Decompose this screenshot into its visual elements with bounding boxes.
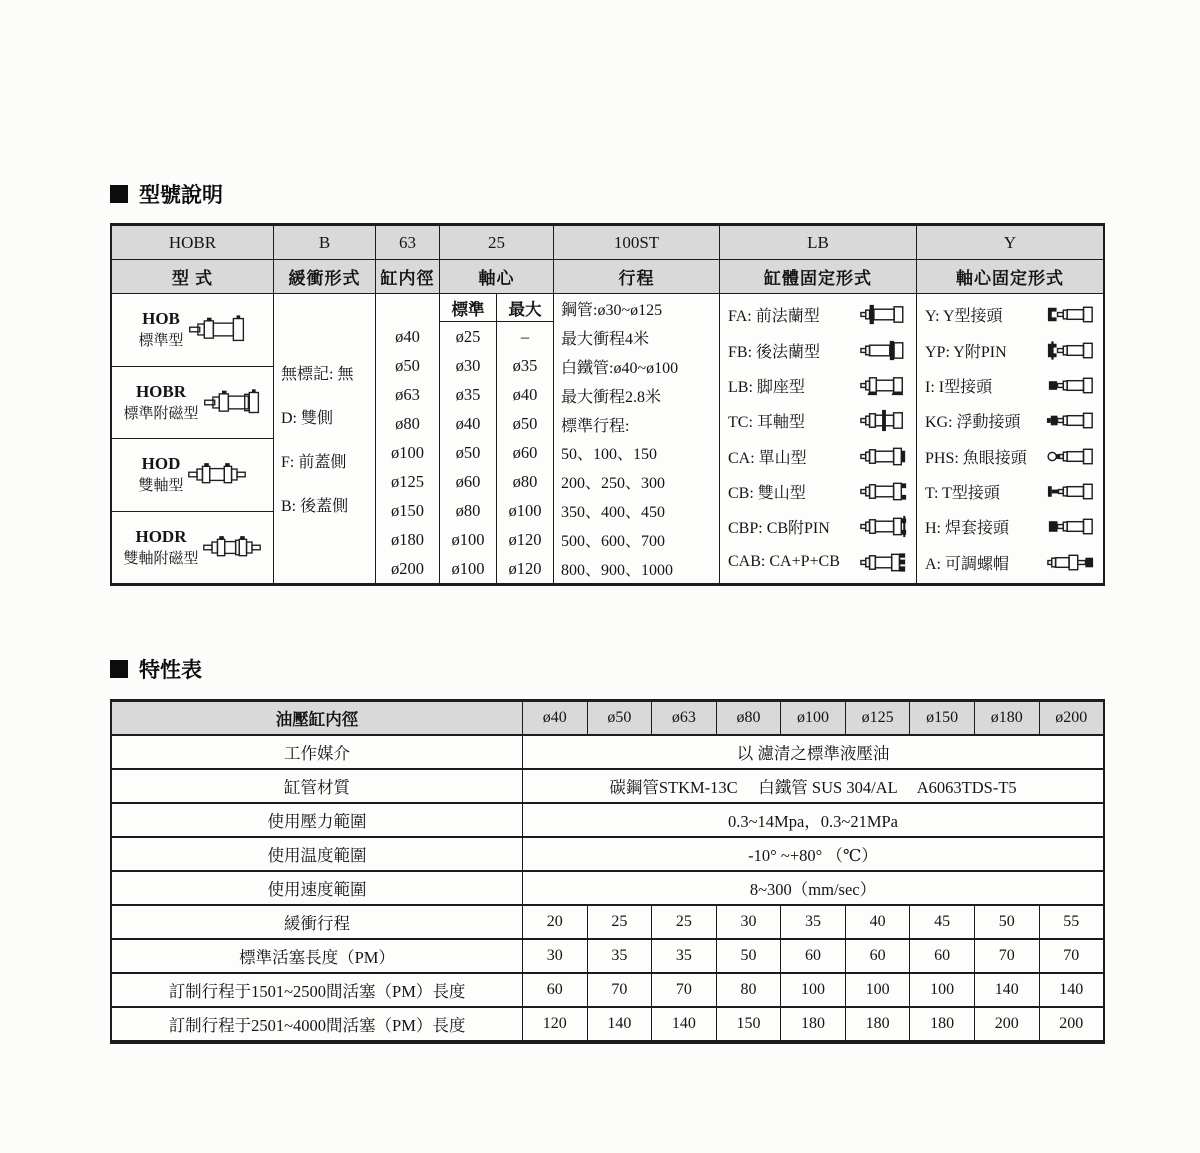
spec-bore-header: ø180 bbox=[975, 702, 1040, 734]
rod-mount-label: PHS: 魚眼接頭 bbox=[925, 449, 1027, 467]
body-mount-label: FB: 後法蘭型 bbox=[728, 343, 821, 361]
spec-row-value: 以 濾清之標準液壓油 bbox=[736, 744, 890, 763]
bore-value: ø40 bbox=[395, 326, 420, 346]
mount-trunnion-icon bbox=[859, 408, 909, 433]
rod-t-knuckle-icon bbox=[1046, 479, 1096, 504]
column-bore-diameters bbox=[376, 294, 440, 583]
type-text bbox=[138, 308, 183, 351]
type-name: 雙軸型 bbox=[138, 478, 184, 495]
body-mount-label: CB: 雙山型 bbox=[728, 485, 806, 503]
code-cell-body-mount: LB bbox=[720, 226, 917, 259]
section-title-model-text: 型號說明 bbox=[139, 184, 223, 207]
code-cell-stroke: 100ST bbox=[554, 226, 720, 259]
spec-value-cell: 20 bbox=[523, 906, 588, 938]
spec-value-cell: 30 bbox=[717, 906, 782, 938]
spec-row-piston-length bbox=[112, 940, 1103, 974]
rod-max-value: ø120 bbox=[508, 529, 542, 549]
type-text bbox=[123, 526, 198, 569]
rod-i-knuckle-icon bbox=[1046, 373, 1096, 398]
body-mount-row bbox=[722, 545, 914, 580]
cushion-option: 無標記: 無 bbox=[281, 366, 354, 383]
rod-mount-row bbox=[919, 332, 1101, 367]
stroke-line: 最大衝程4米 bbox=[561, 331, 650, 349]
rod-fisheye-icon bbox=[1046, 444, 1096, 469]
code-cell-rod-mount: Y bbox=[1003, 232, 1017, 252]
type-code: HOBR bbox=[135, 381, 187, 401]
spec-value-cell: 50 bbox=[717, 940, 782, 972]
spec-value-cell: 60 bbox=[523, 974, 588, 1006]
rod-mount-row bbox=[919, 368, 1101, 403]
section-marker-icon bbox=[110, 660, 128, 678]
type-code: HOB bbox=[142, 309, 180, 329]
spec-row-speed-range bbox=[112, 872, 1103, 906]
label-cell-cushion: 緩衝形式 bbox=[274, 260, 376, 293]
spec-bore-header: ø50 bbox=[588, 702, 653, 734]
rod-mount-row bbox=[919, 474, 1101, 509]
type-text bbox=[123, 381, 198, 424]
rod-max-value: – bbox=[520, 326, 530, 346]
spec-value-cell: 40 bbox=[846, 906, 911, 938]
type-code: HODR bbox=[135, 526, 187, 546]
section-title-model bbox=[110, 181, 1105, 207]
spec-bore-header: ø63 bbox=[652, 702, 717, 734]
body-mount-row bbox=[722, 439, 914, 474]
rod-max-value: ø120 bbox=[508, 558, 542, 578]
model-label-row bbox=[112, 260, 1103, 294]
spec-row-value: 8~300（mm/sec） bbox=[749, 880, 877, 899]
label-cell-type: 型 式 bbox=[112, 260, 274, 293]
type-row-hod bbox=[112, 439, 273, 512]
spec-row-label: 使用速度範圍 bbox=[112, 872, 523, 904]
bore-value: ø100 bbox=[391, 442, 424, 462]
stroke-line: 50、100、150 bbox=[561, 446, 658, 464]
rod-mount-label: KG: 浮動接頭 bbox=[925, 414, 1021, 432]
label-cell-rod-mount: 軸心固定形式 bbox=[956, 269, 1064, 288]
spec-value-cell: 50 bbox=[975, 906, 1040, 938]
rod-max-header: 最大 bbox=[497, 294, 553, 322]
spec-value-cell: 180 bbox=[781, 1008, 846, 1040]
spec-row-label: 訂制行程于1501~2500間活塞（PM）長度 bbox=[112, 974, 523, 1006]
spec-value-cell: 60 bbox=[781, 940, 846, 972]
spec-bore-header: ø100 bbox=[781, 702, 846, 734]
spec-value-cell: 35 bbox=[652, 940, 717, 972]
stroke-line: 白鐵管:ø40~ø100 bbox=[561, 360, 679, 377]
body-mount-label: TC: 耳軸型 bbox=[728, 414, 805, 432]
type-row-hobr bbox=[112, 367, 273, 440]
bore-value: ø200 bbox=[391, 558, 424, 578]
rod-max-value: ø80 bbox=[512, 471, 538, 491]
mount-combined-clevis-icon bbox=[859, 550, 909, 575]
column-cushion-options bbox=[274, 294, 376, 583]
spec-value-cell: 180 bbox=[910, 1008, 975, 1040]
spec-value-cell: 60 bbox=[910, 940, 975, 972]
rod-mount-label: T: T型接頭 bbox=[925, 485, 1000, 503]
code-cell-type: HOBR bbox=[112, 226, 274, 259]
spec-value-cell: 140 bbox=[652, 1008, 717, 1040]
body-mount-label: LB: 脚座型 bbox=[728, 378, 805, 396]
mount-clevis-pin-icon bbox=[859, 514, 909, 539]
spec-value-cell: 70 bbox=[975, 940, 1040, 972]
label-cell-rod: 軸心 bbox=[440, 260, 554, 293]
spec-value-cell: 200 bbox=[1059, 1015, 1084, 1032]
bore-value: ø150 bbox=[391, 500, 424, 520]
spec-value-cell: 140 bbox=[1059, 981, 1084, 998]
spec-row-tube-material bbox=[112, 770, 1103, 804]
body-mount-row bbox=[722, 332, 914, 367]
body-mount-row bbox=[722, 509, 914, 544]
spec-value-cell: 70 bbox=[652, 974, 717, 1006]
spec-value-cell: 60 bbox=[846, 940, 911, 972]
type-name: 標準型 bbox=[138, 333, 184, 350]
rod-mount-row bbox=[919, 403, 1101, 438]
stroke-line: 800、900、1000 bbox=[561, 561, 674, 579]
spec-value-cell: 45 bbox=[910, 906, 975, 938]
spec-value-cell: 55 bbox=[1063, 913, 1080, 930]
spec-row-label: 訂制行程于2501~4000間活塞（PM）長度 bbox=[112, 1008, 523, 1040]
spec-value-cell: 80 bbox=[717, 974, 782, 1006]
rod-mount-label: A: 可調螺帽 bbox=[925, 555, 1010, 573]
code-cell-cushion: B bbox=[274, 226, 376, 259]
cushion-option: D: 雙側 bbox=[281, 410, 334, 427]
model-code-row bbox=[112, 226, 1103, 260]
body-mount-row bbox=[722, 403, 914, 438]
stroke-line: 500、600、700 bbox=[561, 532, 666, 550]
body-mount-label: FA: 前法蘭型 bbox=[728, 308, 820, 326]
mount-rear-flange-icon bbox=[859, 338, 909, 363]
spec-row-custom-stroke-1501-2500 bbox=[112, 974, 1103, 1008]
rod-std-value: ø25 bbox=[455, 326, 481, 346]
body-mount-label: CAB: CA+P+CB bbox=[728, 553, 840, 571]
rod-max-value: ø35 bbox=[512, 355, 538, 375]
spec-row-label: 使用壓力範圍 bbox=[112, 804, 523, 836]
spec-bore-header: ø80 bbox=[717, 702, 782, 734]
spec-value-cell: 120 bbox=[523, 1008, 588, 1040]
rod-mount-row bbox=[919, 545, 1101, 580]
rod-mount-label: I: I型接頭 bbox=[925, 378, 993, 396]
type-name: 標準附磁型 bbox=[123, 405, 199, 422]
code-cell-bore: 63 bbox=[376, 226, 440, 259]
rod-mount-row bbox=[919, 509, 1101, 544]
spec-row-label: 使用温度範圍 bbox=[112, 838, 523, 870]
mount-double-clevis-icon bbox=[859, 479, 909, 504]
spec-row-label: 緩衝行程 bbox=[112, 906, 523, 938]
code-cell-rod: 25 bbox=[440, 226, 554, 259]
column-rod-standard bbox=[440, 294, 497, 583]
bore-value: ø125 bbox=[391, 471, 424, 491]
column-cylinder-types bbox=[112, 294, 274, 583]
rod-mount-row bbox=[919, 297, 1101, 332]
spec-value-cell: 150 bbox=[717, 1008, 782, 1040]
spec-value-cell: 200 bbox=[975, 1008, 1040, 1040]
rod-mount-label: H: 焊套接頭 bbox=[925, 520, 1010, 538]
cylinder-double-rod-icon bbox=[187, 459, 247, 490]
rod-mount-row bbox=[919, 439, 1101, 474]
bore-value: ø50 bbox=[395, 355, 420, 375]
stroke-line: 標準行程: bbox=[561, 417, 630, 435]
spec-value-cell: 100 bbox=[910, 974, 975, 1006]
rod-mount-label: Y: Y型接頭 bbox=[925, 308, 1003, 326]
section-title-spec-text: 特性表 bbox=[139, 659, 202, 682]
rod-y-pin-icon bbox=[1046, 338, 1096, 363]
column-rod-max bbox=[497, 294, 554, 583]
spec-row-custom-stroke-2501-4000 bbox=[112, 1008, 1103, 1040]
rod-y-knuckle-icon bbox=[1046, 302, 1096, 327]
cushion-option: B: 後蓋側 bbox=[281, 498, 349, 515]
body-mount-row bbox=[722, 297, 914, 332]
bore-value: ø180 bbox=[391, 529, 424, 549]
cylinder-magnetic-icon bbox=[202, 387, 262, 418]
stroke-line: 350、400、450 bbox=[561, 503, 666, 521]
rod-std-value: ø100 bbox=[451, 558, 485, 578]
rod-floating-joint-icon bbox=[1046, 408, 1096, 433]
model-number-table bbox=[110, 223, 1105, 586]
rod-std-value: ø100 bbox=[451, 529, 485, 549]
model-table-body bbox=[112, 294, 1103, 583]
rod-mount-label: YP: Y附PIN bbox=[925, 343, 1007, 361]
rod-std-value: ø80 bbox=[455, 500, 481, 520]
type-code: HOD bbox=[141, 454, 181, 474]
mount-foot-icon bbox=[859, 373, 909, 398]
spec-row-value: 0.3~14Mpa，0.3~21MPa bbox=[727, 812, 899, 831]
spec-row-label: 標準活塞長度（PM） bbox=[112, 940, 523, 972]
label-cell-body-mount: 缸體固定形式 bbox=[720, 260, 917, 293]
spec-value-cell: 180 bbox=[846, 1008, 911, 1040]
column-stroke bbox=[554, 294, 720, 583]
bore-value: ø63 bbox=[395, 384, 420, 404]
spec-row-label: 缸管材質 bbox=[112, 770, 523, 802]
label-cell-bore: 缸内徑 bbox=[376, 260, 440, 293]
spec-row-temperature-range bbox=[112, 838, 1103, 872]
rod-std-value: ø50 bbox=[455, 442, 481, 462]
cylinder-double-rod-magnetic-icon bbox=[202, 532, 262, 563]
spec-row-value: -10° ~+80° （℃） bbox=[748, 846, 878, 865]
type-text bbox=[138, 453, 183, 496]
body-mount-row bbox=[722, 368, 914, 403]
type-name: 雙軸附磁型 bbox=[123, 550, 199, 567]
spec-row-cushion-stroke bbox=[112, 906, 1103, 940]
bore-value: ø80 bbox=[395, 413, 420, 433]
stroke-line: 最大衝程2.8米 bbox=[561, 388, 662, 406]
rod-adjust-nut-icon bbox=[1046, 550, 1096, 575]
characteristics-table bbox=[110, 699, 1105, 1044]
stroke-line: 鋼管:ø30~ø125 bbox=[561, 302, 663, 320]
spec-value-cell: 70 bbox=[1063, 947, 1080, 964]
stroke-line: 200、250、300 bbox=[561, 475, 666, 493]
rod-std-value: ø40 bbox=[455, 413, 481, 433]
rod-std-value: ø30 bbox=[455, 355, 481, 375]
spec-value-cell: 100 bbox=[781, 974, 846, 1006]
body-mount-label: CBP: CB附PIN bbox=[728, 520, 830, 538]
spec-row-label: 工作媒介 bbox=[112, 736, 523, 768]
mount-front-flange-icon bbox=[859, 302, 909, 327]
spec-bore-header: ø125 bbox=[846, 702, 911, 734]
spec-header-row bbox=[112, 702, 1103, 736]
cushion-option: F: 前蓋側 bbox=[281, 454, 347, 471]
spec-value-cell: 140 bbox=[588, 1008, 653, 1040]
spec-bore-header: ø150 bbox=[910, 702, 975, 734]
spec-value-cell: 100 bbox=[846, 974, 911, 1006]
spec-value-cell: 25 bbox=[652, 906, 717, 938]
column-rod-mounts bbox=[917, 294, 1103, 583]
spec-value-cell: 30 bbox=[523, 940, 588, 972]
spec-row-value: 碳鋼管STKM-13C 白鐵管 SUS 304/AL A6063TDS-T5 bbox=[609, 778, 1017, 797]
type-row-hodr bbox=[112, 512, 273, 584]
column-body-mounts bbox=[720, 294, 917, 583]
rod-max-value: ø60 bbox=[512, 442, 538, 462]
body-mount-label: CA: 單山型 bbox=[728, 449, 807, 467]
page-content bbox=[110, 181, 1105, 1044]
label-cell-stroke: 行程 bbox=[554, 260, 720, 293]
rod-std-value: ø60 bbox=[455, 471, 481, 491]
spec-row-pressure-range bbox=[112, 804, 1103, 838]
type-row-hob bbox=[112, 294, 273, 367]
spec-header-label: 油壓缸内徑 bbox=[112, 702, 523, 734]
cylinder-standard-icon bbox=[187, 314, 247, 345]
bore-spacer bbox=[376, 294, 439, 322]
rod-std-value: ø35 bbox=[455, 384, 481, 404]
rod-max-value: ø100 bbox=[508, 500, 542, 520]
rod-weld-sleeve-icon bbox=[1046, 514, 1096, 539]
rod-max-value: ø50 bbox=[512, 413, 538, 433]
body-mount-row bbox=[722, 474, 914, 509]
section-marker-icon bbox=[110, 185, 128, 203]
section-title-spec bbox=[110, 656, 1105, 682]
spec-value-cell: 25 bbox=[588, 906, 653, 938]
rod-standard-header: 標準 bbox=[440, 294, 496, 322]
spec-bore-header: ø200 bbox=[1055, 709, 1088, 726]
spec-bore-header: ø40 bbox=[523, 702, 588, 734]
mount-single-clevis-icon bbox=[859, 444, 909, 469]
spec-value-cell: 35 bbox=[781, 906, 846, 938]
spec-row-medium bbox=[112, 736, 1103, 770]
rod-max-value: ø40 bbox=[512, 384, 538, 404]
spec-value-cell: 140 bbox=[975, 974, 1040, 1006]
spec-value-cell: 35 bbox=[588, 940, 653, 972]
spec-value-cell: 70 bbox=[588, 974, 653, 1006]
